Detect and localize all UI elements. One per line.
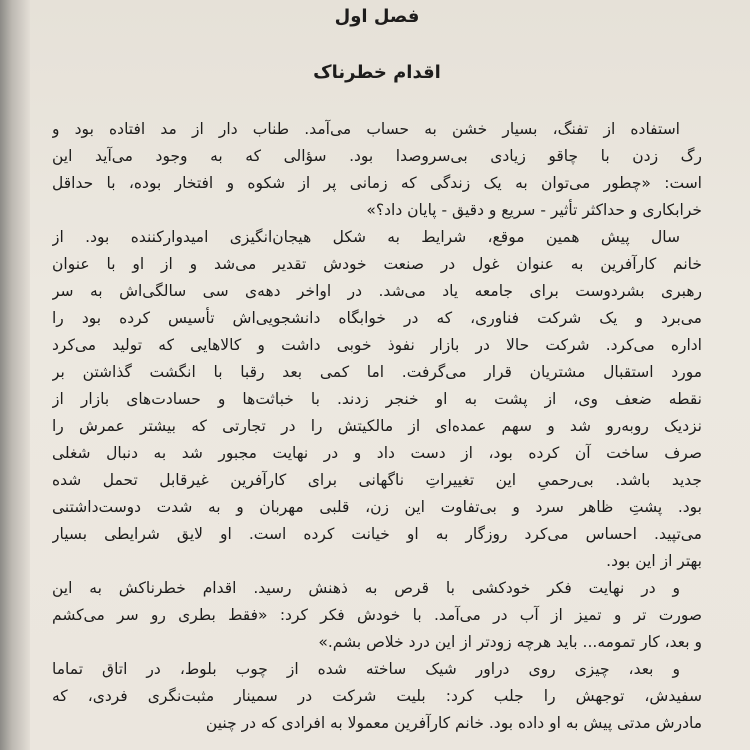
text-line: صرف ساخت آن کرده بود، از دست داد و در نهایت مجبور شد به دنبال شغلی bbox=[52, 444, 702, 462]
text-line: و بعد، کار تمومه... باید هرچه زودتر از این درد خلاص بشم.» bbox=[318, 633, 702, 651]
text-line: مادرش مدتی پیش به او داده بود. خانم کارآفرین معمولا به افرادی که در چنین bbox=[205, 714, 702, 732]
text-line: اداره می‌کرد. شرکت حالا در بازار نفوذ خوبی داشت و کالاهایی که تولید می‌کرد bbox=[52, 336, 702, 354]
page-binding-edge bbox=[0, 0, 30, 750]
paragraph bbox=[52, 656, 702, 737]
text-line: رگ زدن با چاقو زیادی بی‌سروصدا بود. سؤالی که به وجود می‌آید این bbox=[52, 147, 702, 165]
text-line: و در نهایت فکر خودکشی با قرص به ذهنش رسید. اقدام خطرناکش به این bbox=[52, 579, 680, 597]
body-text bbox=[52, 116, 702, 737]
text-line: و بعد، چیزی روی دراور شیک ساخته شده از چوب بلوط، در اتاق تماما bbox=[52, 660, 680, 678]
text-line: مورد استقبال مشتریان قرار می‌گرفت. اما کمی بعد رقبا با انگشت گذاشتن بر bbox=[52, 363, 702, 381]
text-line: نزدیک روبه‌رو شد و سهم عمده‌ای از مالکیتش را در تجارتی که بیشتر عمرش را bbox=[52, 417, 702, 435]
paragraph bbox=[52, 224, 702, 575]
paragraph bbox=[52, 575, 702, 656]
text-line: سفیدش، توجهش را جلب کرد: بلیت شرکت در سمینار مثبت‌نگری فردی، که bbox=[52, 687, 702, 705]
text-line: بهتر از این بود. bbox=[606, 552, 702, 570]
text-line: صورت تر و تمیز از آب در می‌آمد. با خودش فکر کرد: «فقط بطری رو سر می‌کشم bbox=[52, 606, 702, 624]
text-line: خانم کارآفرین به عنوان غول در صنعت خودش تقدیر می‌شد و از او با عنوان bbox=[52, 255, 702, 273]
chapter-heading: فصل اول bbox=[334, 6, 420, 27]
text-line: استفاده از تفنگ، بسیار خشن به حساب می‌آمد. طناب دار از مد افتاده بود و bbox=[52, 120, 680, 138]
text-line: بود. پشتِ ظاهر سرد و بی‌تفاوت این زن، قلبی مهربان و به شدت دوست‌داشتنی bbox=[52, 498, 702, 516]
text-block bbox=[52, 0, 702, 750]
text-line: می‌تپید. احساس می‌کرد روزگار به او خیانت کرده است. او لایق شرایطی بسیار bbox=[52, 525, 702, 543]
text-line: سال پیش همین موقع، شرایط به شکل هیجان‌انگیزی امیدوارکننده بود. از bbox=[52, 228, 680, 246]
text-line: جدید باشد. بی‌رحمیِ این تغییراتِ ناگهانی برای کارآفرین غیرقابل تحمل شده bbox=[52, 471, 702, 489]
section-title: اقدام خطرناک bbox=[313, 62, 441, 83]
text-line: است: «چطور می‌توان به یک زندگی که زمانی پر از شکوه و افتخار بوده، با حداقل bbox=[52, 174, 702, 192]
text-line: نقطه ضعف وی، از پشت به او خنجر زدند. با خباثت‌ها و حسادت‌های بازار از bbox=[52, 390, 702, 408]
text-line: خرابکاری و حداکثر تأثیر - سریع و دقیق - پایان داد؟» bbox=[366, 201, 702, 219]
text-line: رهبری بشردوست برای جامعه یاد می‌شد. در اواخر دهه‌ی سی سالگی‌اش به سر bbox=[52, 282, 702, 300]
text-line: می‌برد و یک شرکت فناوری، که در خوابگاه دانشجویی‌اش تأسیس کرده بود را bbox=[52, 309, 702, 327]
paragraph bbox=[52, 116, 702, 224]
